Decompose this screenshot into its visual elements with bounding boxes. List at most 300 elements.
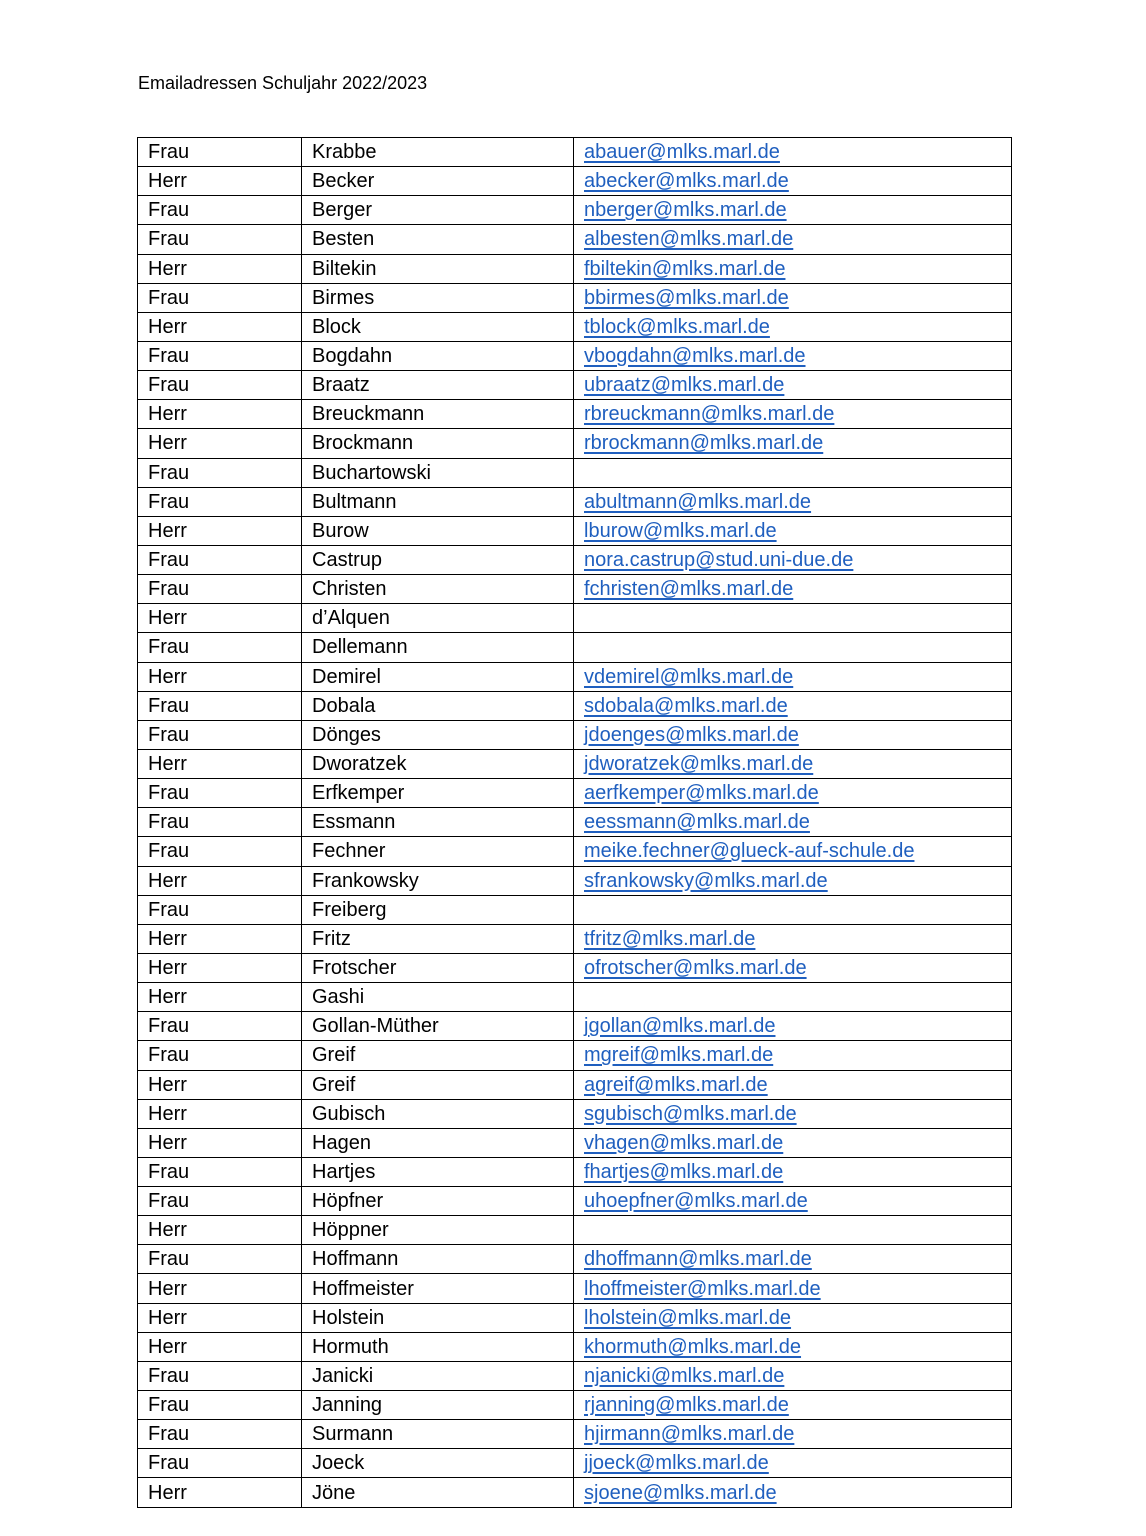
- name-text: Essmann: [312, 811, 396, 834]
- salutation-text: Frau: [148, 374, 190, 397]
- name-cell: [302, 691, 574, 720]
- name-text: Hartjes: [312, 1160, 376, 1183]
- email-table: [137, 137, 1012, 1508]
- table-row: [138, 1449, 1012, 1478]
- email-cell: [574, 1187, 1012, 1216]
- salutation-cell: [138, 1274, 302, 1303]
- table-row: [138, 516, 1012, 545]
- salutation-text: Herr: [148, 1481, 187, 1504]
- salutation-text: Frau: [148, 490, 190, 513]
- email-link[interactable]: lhoffmeister@mlks.marl.de: [584, 1277, 821, 1300]
- salutation-cell: [138, 895, 302, 924]
- table-row: [138, 167, 1012, 196]
- name-cell: [302, 1303, 574, 1332]
- email-cell: [574, 283, 1012, 312]
- name-cell: [302, 837, 574, 866]
- table-row: [138, 400, 1012, 429]
- email-link[interactable]: uhoepfner@mlks.marl.de: [584, 1190, 808, 1213]
- table-row: [138, 1041, 1012, 1070]
- table-row: [138, 924, 1012, 953]
- name-cell: [302, 1012, 574, 1041]
- email-cell: [574, 429, 1012, 458]
- table-row: [138, 749, 1012, 778]
- name-text: Bultmann: [312, 490, 397, 513]
- table-row: [138, 1012, 1012, 1041]
- email-cell: [574, 516, 1012, 545]
- name-text: Braatz: [312, 374, 370, 397]
- email-link[interactable]: abecker@mlks.marl.de: [584, 170, 789, 193]
- name-cell: [302, 983, 574, 1012]
- salutation-cell: [138, 167, 302, 196]
- table-row: [138, 1099, 1012, 1128]
- email-link[interactable]: eessmann@mlks.marl.de: [584, 811, 810, 834]
- name-cell: [302, 341, 574, 370]
- email-link[interactable]: jjoeck@mlks.marl.de: [584, 1452, 769, 1475]
- name-cell: [302, 662, 574, 691]
- salutation-text: Frau: [148, 1044, 190, 1067]
- table-row: [138, 720, 1012, 749]
- salutation-text: Frau: [148, 141, 190, 164]
- salutation-text: Frau: [148, 723, 190, 746]
- salutation-cell: [138, 691, 302, 720]
- salutation-cell: [138, 429, 302, 458]
- salutation-cell: [138, 1157, 302, 1186]
- name-text: Hoffmeister: [312, 1277, 414, 1300]
- name-text: Besten: [312, 228, 375, 251]
- salutation-cell: [138, 575, 302, 604]
- email-link[interactable]: nora.castrup@stud.uni-due.de: [584, 549, 854, 572]
- table-row: [138, 1187, 1012, 1216]
- salutation-text: Frau: [148, 1190, 190, 1213]
- name-text: Fritz: [312, 927, 351, 950]
- salutation-text: Herr: [148, 1073, 187, 1096]
- salutation-text: Frau: [148, 636, 190, 659]
- email-cell: [574, 866, 1012, 895]
- name-text: Joeck: [312, 1452, 365, 1475]
- name-cell: [302, 779, 574, 808]
- table-row: [138, 691, 1012, 720]
- salutation-cell: [138, 662, 302, 691]
- salutation-text: Frau: [148, 1452, 190, 1475]
- salutation-cell: [138, 341, 302, 370]
- email-link[interactable]: dhoffmann@mlks.marl.de: [584, 1248, 812, 1271]
- name-cell: [302, 312, 574, 341]
- email-cell: [574, 458, 1012, 487]
- name-cell: [302, 1391, 574, 1420]
- salutation-cell: [138, 283, 302, 312]
- table-row: [138, 138, 1012, 167]
- salutation-text: Herr: [148, 257, 187, 280]
- name-text: Freiberg: [312, 898, 387, 921]
- salutation-text: Herr: [148, 1277, 187, 1300]
- email-link[interactable]: khormuth@mlks.marl.de: [584, 1335, 802, 1358]
- table-row: [138, 837, 1012, 866]
- email-link[interactable]: abauer@mlks.marl.de: [584, 141, 780, 164]
- name-cell: [302, 575, 574, 604]
- salutation-text: Herr: [148, 957, 187, 979]
- email-link[interactable]: fbiltekin@mlks.marl.de: [584, 257, 786, 280]
- name-cell: [302, 1070, 574, 1099]
- email-link[interactable]: agreif@mlks.marl.de: [584, 1073, 768, 1096]
- salutation-text: Herr: [148, 403, 187, 426]
- salutation-cell: [138, 1041, 302, 1070]
- salutation-cell: [138, 1449, 302, 1478]
- name-text: Jöne: [312, 1481, 356, 1504]
- name-cell: [302, 749, 574, 778]
- name-text: Becker: [312, 170, 375, 193]
- salutation-text: Frau: [148, 1394, 190, 1417]
- salutation-text: Herr: [148, 315, 187, 338]
- email-cell: [574, 1099, 1012, 1128]
- email-link[interactable]: jdworatzek@mlks.marl.de: [584, 753, 814, 776]
- table-row: [138, 283, 1012, 312]
- email-link[interactable]: tfritz@mlks.marl.de: [584, 927, 756, 950]
- name-text: Gubisch: [312, 1102, 386, 1125]
- name-text: Birmes: [312, 286, 375, 309]
- email-cell: [574, 691, 1012, 720]
- name-text: Demirel: [312, 665, 381, 688]
- table-row: [138, 254, 1012, 283]
- table-row: [138, 1303, 1012, 1332]
- email-link[interactable]: fhartjes@mlks.marl.de: [584, 1160, 784, 1183]
- name-cell: [302, 1041, 574, 1070]
- table-row: [138, 1478, 1012, 1507]
- salutation-cell: [138, 1128, 302, 1157]
- salutation-text: Frau: [148, 898, 190, 921]
- name-cell: [302, 1478, 574, 1507]
- table-row: [138, 983, 1012, 1012]
- salutation-text: Herr: [148, 665, 187, 688]
- table-row: [138, 312, 1012, 341]
- name-cell: [302, 953, 574, 982]
- salutation-text: Frau: [148, 1160, 190, 1183]
- name-text: Hagen: [312, 1131, 371, 1154]
- email-cell: [574, 662, 1012, 691]
- email-link[interactable]: bbirmes@mlks.marl.de: [584, 286, 789, 309]
- name-text: Hoffmann: [312, 1248, 399, 1271]
- table-row: [138, 429, 1012, 458]
- email-link[interactable]: vdemirel@mlks.marl.de: [584, 665, 794, 688]
- name-text: Hormuth: [312, 1335, 389, 1358]
- salutation-text: Frau: [148, 461, 190, 484]
- salutation-cell: [138, 225, 302, 254]
- salutation-cell: [138, 458, 302, 487]
- name-text: Holstein: [312, 1306, 385, 1329]
- salutation-text: Herr: [148, 869, 187, 892]
- table-row: [138, 1216, 1012, 1245]
- table-row: [138, 808, 1012, 837]
- email-cell: [574, 604, 1012, 633]
- name-text: Berger: [312, 199, 373, 222]
- email-link[interactable]: mgreif@mlks.marl.de: [584, 1044, 774, 1067]
- name-text: Brockmann: [312, 432, 414, 455]
- email-cell: [574, 341, 1012, 370]
- table-row: [138, 895, 1012, 924]
- table-row: [138, 1070, 1012, 1099]
- email-cell: [574, 575, 1012, 604]
- table-row: [138, 604, 1012, 633]
- table-row: [138, 1420, 1012, 1449]
- name-text: Erfkemper: [312, 782, 405, 805]
- name-cell: [302, 283, 574, 312]
- salutation-text: Frau: [148, 228, 190, 251]
- email-cell: [574, 312, 1012, 341]
- email-cell: [574, 1070, 1012, 1099]
- name-cell: [302, 1361, 574, 1390]
- salutation-text: Frau: [148, 1364, 190, 1387]
- name-text: Höppner: [312, 1219, 389, 1242]
- email-cell: [574, 1303, 1012, 1332]
- name-cell: [302, 866, 574, 895]
- name-text: Frotscher: [312, 957, 397, 979]
- salutation-cell: [138, 1099, 302, 1128]
- salutation-cell: [138, 779, 302, 808]
- salutation-text: Frau: [148, 549, 190, 572]
- salutation-cell: [138, 1070, 302, 1099]
- email-cell: [574, 225, 1012, 254]
- name-cell: [302, 720, 574, 749]
- name-cell: [302, 196, 574, 225]
- salutation-cell: [138, 1245, 302, 1274]
- email-cell: [574, 1157, 1012, 1186]
- table-row: [138, 1361, 1012, 1390]
- email-cell: [574, 1041, 1012, 1070]
- name-text: Greif: [312, 1044, 356, 1067]
- name-text: Gollan-Müther: [312, 1015, 439, 1038]
- salutation-cell: [138, 516, 302, 545]
- name-text: Dworatzek: [312, 753, 407, 776]
- salutation-cell: [138, 371, 302, 400]
- email-link[interactable]: hjirmann@mlks.marl.de: [584, 1423, 795, 1446]
- email-cell: [574, 749, 1012, 778]
- table-row: [138, 953, 1012, 982]
- salutation-text: Frau: [148, 811, 190, 834]
- name-text: Frankowsky: [312, 869, 419, 892]
- name-cell: [302, 254, 574, 283]
- name-text: Breuckmann: [312, 403, 425, 426]
- email-link[interactable]: vbogdahn@mlks.marl.de: [584, 345, 806, 368]
- email-link[interactable]: rbrockmann@mlks.marl.de: [584, 432, 824, 455]
- email-cell: [574, 895, 1012, 924]
- salutation-text: Frau: [148, 199, 190, 222]
- email-cell: [574, 953, 1012, 982]
- email-cell: [574, 1449, 1012, 1478]
- salutation-cell: [138, 924, 302, 953]
- email-link[interactable]: tblock@mlks.marl.de: [584, 315, 770, 338]
- table-row: [138, 1157, 1012, 1186]
- table-row: [138, 1274, 1012, 1303]
- salutation-cell: [138, 808, 302, 837]
- email-cell: [574, 1332, 1012, 1361]
- email-cell: [574, 1361, 1012, 1390]
- name-cell: [302, 895, 574, 924]
- name-text: Burow: [312, 519, 369, 542]
- salutation-text: Herr: [148, 1219, 187, 1242]
- salutation-cell: [138, 866, 302, 895]
- salutation-text: Herr: [148, 432, 187, 455]
- email-cell: [574, 371, 1012, 400]
- name-cell: [302, 1157, 574, 1186]
- salutation-cell: [138, 720, 302, 749]
- email-cell: [574, 1216, 1012, 1245]
- salutation-cell: [138, 1216, 302, 1245]
- table-row: [138, 1391, 1012, 1420]
- name-text: Krabbe: [312, 141, 377, 164]
- email-link[interactable]: fchristen@mlks.marl.de: [584, 578, 794, 601]
- email-link[interactable]: aerfkemper@mlks.marl.de: [584, 782, 819, 805]
- email-link[interactable]: vhagen@mlks.marl.de: [584, 1131, 784, 1154]
- email-link[interactable]: lholstein@mlks.marl.de: [584, 1306, 792, 1329]
- email-link[interactable]: meike.fechner@glueck-auf-schule.de: [584, 840, 915, 863]
- name-cell: [302, 545, 574, 574]
- salutation-text: Frau: [148, 578, 190, 601]
- name-text: Surmann: [312, 1423, 394, 1446]
- table-row: [138, 458, 1012, 487]
- salutation-text: Herr: [148, 753, 187, 776]
- name-text: Castrup: [312, 549, 383, 572]
- table-row: [138, 371, 1012, 400]
- email-cell: [574, 1274, 1012, 1303]
- email-cell: [574, 837, 1012, 866]
- email-link[interactable]: rbreuckmann@mlks.marl.de: [584, 403, 835, 426]
- salutation-text: Frau: [148, 694, 190, 717]
- email-link[interactable]: ofrotscher@mlks.marl.de: [584, 957, 807, 979]
- email-link[interactable]: sgubisch@mlks.marl.de: [584, 1102, 797, 1125]
- name-text: Dobala: [312, 694, 376, 717]
- table-row: [138, 1245, 1012, 1274]
- email-link[interactable]: sdobala@mlks.marl.de: [584, 694, 788, 717]
- name-cell: [302, 225, 574, 254]
- name-cell: [302, 429, 574, 458]
- name-cell: [302, 371, 574, 400]
- salutation-text: Frau: [148, 345, 190, 368]
- salutation-text: Frau: [148, 840, 190, 863]
- salutation-text: Herr: [148, 607, 187, 630]
- email-cell: [574, 808, 1012, 837]
- table-row: [138, 575, 1012, 604]
- email-link[interactable]: abultmann@mlks.marl.de: [584, 490, 812, 513]
- email-cell: [574, 167, 1012, 196]
- email-link[interactable]: nberger@mlks.marl.de: [584, 199, 787, 222]
- name-cell: [302, 1245, 574, 1274]
- salutation-cell: [138, 837, 302, 866]
- name-text: d’Alquen: [312, 607, 390, 630]
- salutation-text: Frau: [148, 782, 190, 805]
- salutation-text: Frau: [148, 1248, 190, 1271]
- table-row: [138, 341, 1012, 370]
- salutation-text: Frau: [148, 286, 190, 309]
- email-cell: [574, 1245, 1012, 1274]
- name-text: Dönges: [312, 723, 381, 746]
- table-row: [138, 487, 1012, 516]
- email-link[interactable]: rjanning@mlks.marl.de: [584, 1394, 789, 1417]
- name-text: Christen: [312, 578, 387, 601]
- name-text: Janicki: [312, 1364, 374, 1387]
- email-link[interactable]: sjoene@mlks.marl.de: [584, 1481, 777, 1504]
- salutation-cell: [138, 953, 302, 982]
- email-cell: [574, 400, 1012, 429]
- email-link[interactable]: jdoenges@mlks.marl.de: [584, 723, 799, 746]
- table-row: [138, 633, 1012, 662]
- salutation-cell: [138, 487, 302, 516]
- salutation-cell: [138, 1303, 302, 1332]
- email-cell: [574, 545, 1012, 574]
- salutation-cell: [138, 545, 302, 574]
- salutation-text: Herr: [148, 1102, 187, 1125]
- name-cell: [302, 138, 574, 167]
- salutation-text: Herr: [148, 170, 187, 193]
- name-cell: [302, 1099, 574, 1128]
- email-cell: [574, 1420, 1012, 1449]
- email-cell: [574, 487, 1012, 516]
- name-text: Janning: [312, 1394, 383, 1417]
- email-link[interactable]: albesten@mlks.marl.de: [584, 228, 794, 251]
- email-cell: [574, 196, 1012, 225]
- name-cell: [302, 1128, 574, 1157]
- salutation-cell: [138, 138, 302, 167]
- name-cell: [302, 400, 574, 429]
- table-row: [138, 545, 1012, 574]
- name-cell: [302, 604, 574, 633]
- salutation-cell: [138, 1478, 302, 1507]
- salutation-text: Frau: [148, 1423, 190, 1446]
- table-row: [138, 1128, 1012, 1157]
- salutation-cell: [138, 1391, 302, 1420]
- salutation-cell: [138, 749, 302, 778]
- table-row: [138, 225, 1012, 254]
- email-cell: [574, 1012, 1012, 1041]
- salutation-cell: [138, 312, 302, 341]
- salutation-text: Herr: [148, 927, 187, 950]
- email-link[interactable]: jgollan@mlks.marl.de: [584, 1015, 776, 1038]
- name-text: Fechner: [312, 840, 386, 863]
- email-cell: [574, 633, 1012, 662]
- email-cell: [574, 1478, 1012, 1507]
- name-cell: [302, 808, 574, 837]
- name-text: Block: [312, 315, 361, 338]
- table-row: [138, 196, 1012, 225]
- name-cell: [302, 1187, 574, 1216]
- email-link[interactable]: lburow@mlks.marl.de: [584, 519, 777, 542]
- email-link[interactable]: sfrankowsky@mlks.marl.de: [584, 869, 828, 892]
- table-row: [138, 779, 1012, 808]
- table-row: [138, 662, 1012, 691]
- salutation-cell: [138, 1332, 302, 1361]
- salutation-cell: [138, 1361, 302, 1390]
- salutation-text: Herr: [148, 519, 187, 542]
- email-link[interactable]: njanicki@mlks.marl.de: [584, 1364, 785, 1387]
- salutation-text: Frau: [148, 1015, 190, 1038]
- salutation-cell: [138, 604, 302, 633]
- name-text: Gashi: [312, 986, 365, 1009]
- page-title: Emailadressen Schuljahr 2022/2023: [138, 73, 428, 93]
- name-text: Biltekin: [312, 257, 377, 280]
- email-cell: [574, 924, 1012, 953]
- salutation-text: Herr: [148, 986, 187, 1009]
- name-text: Buchartowski: [312, 461, 431, 484]
- email-cell: [574, 254, 1012, 283]
- salutation-text: Herr: [148, 1335, 187, 1358]
- email-link[interactable]: ubraatz@mlks.marl.de: [584, 374, 785, 397]
- name-text: Höpfner: [312, 1190, 384, 1213]
- name-text: Greif: [312, 1073, 356, 1096]
- email-cell: [574, 983, 1012, 1012]
- name-text: Dellemann: [312, 636, 408, 659]
- salutation-text: Herr: [148, 1131, 187, 1154]
- salutation-cell: [138, 1420, 302, 1449]
- email-cell: [574, 1391, 1012, 1420]
- name-cell: [302, 1332, 574, 1361]
